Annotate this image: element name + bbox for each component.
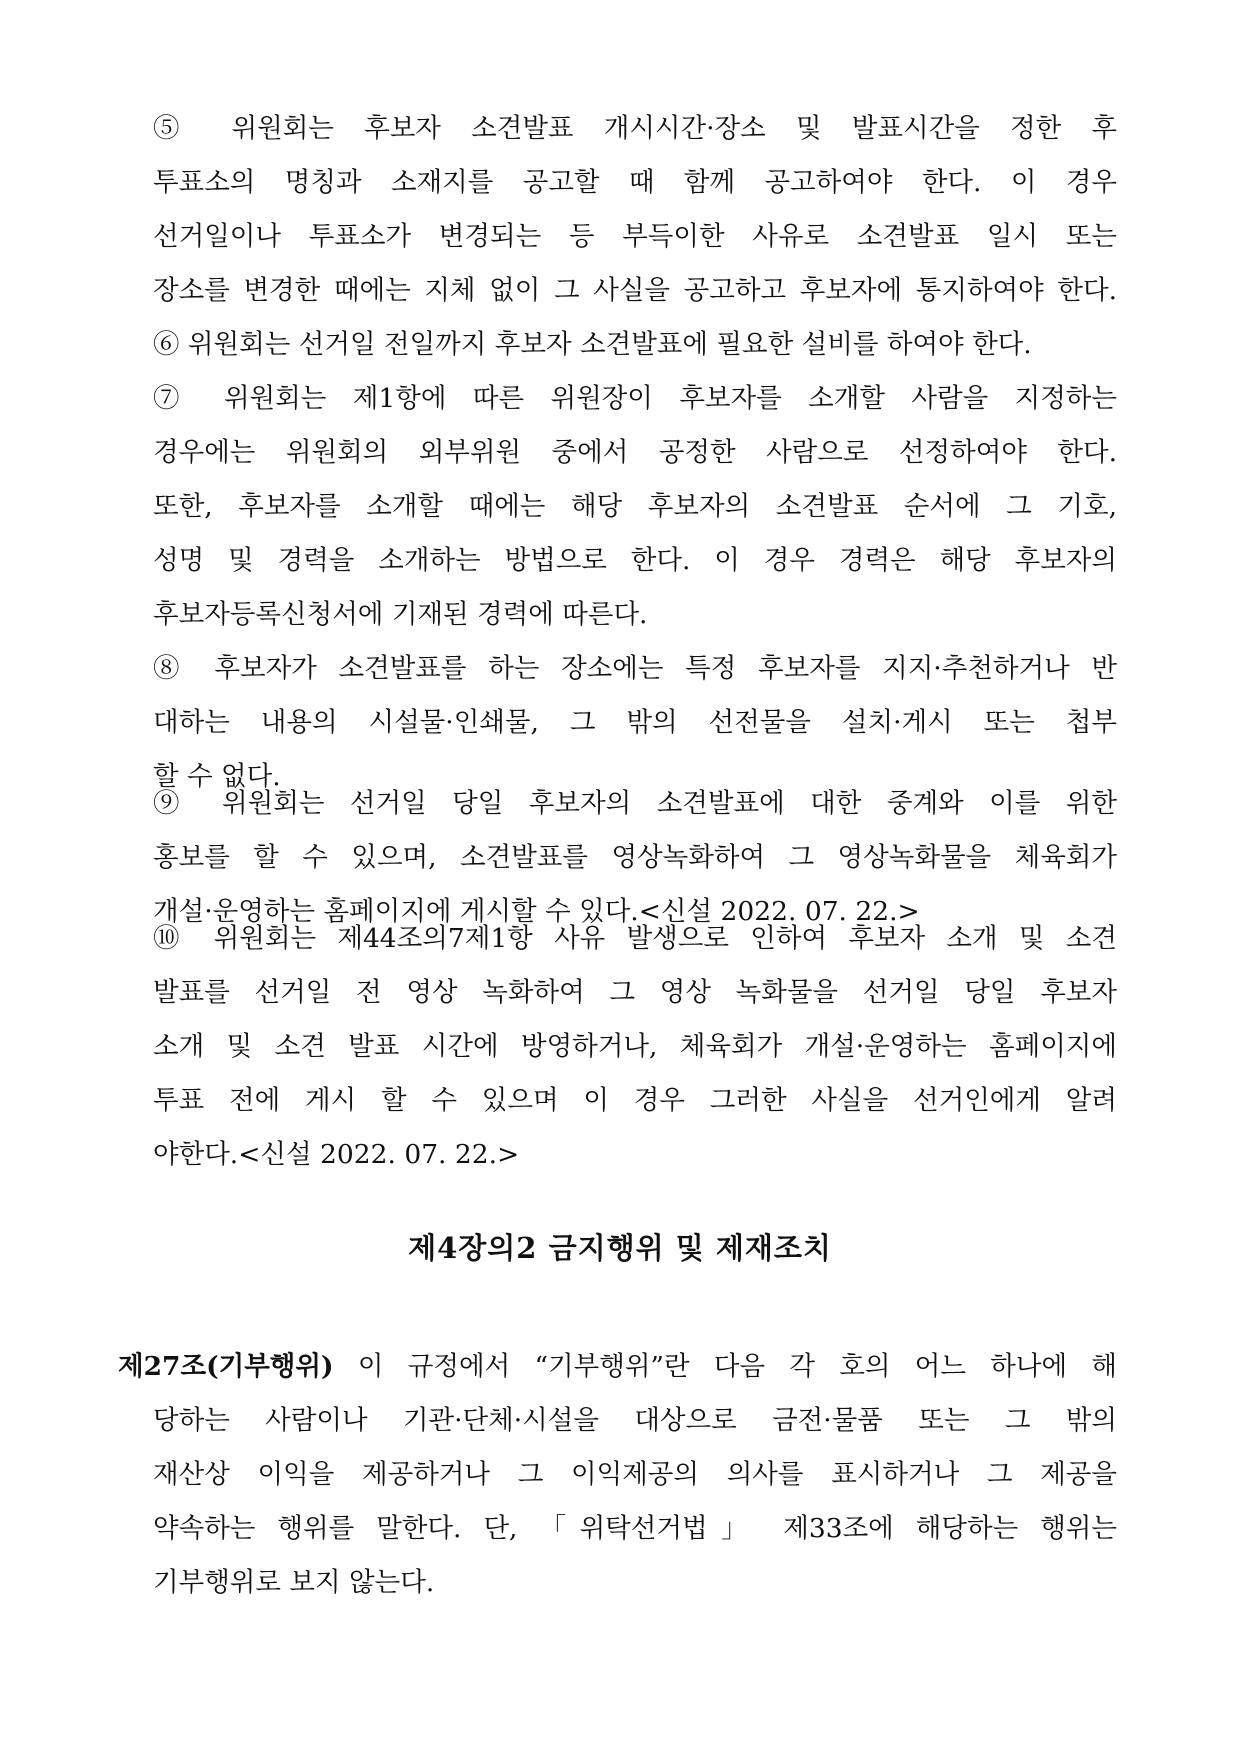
- paragraph-5: [153, 102, 1117, 318]
- text-line: 당하는 사람이나 기관·단체·시설을 대상으로 금전·물품 또는 그 밖의: [153, 1405, 1117, 1436]
- text-line: ⑤ 위원회는 후보자 소견발표 개시시간·장소 및 발표시간을 정한 후: [153, 113, 1117, 144]
- text-line: 홍보를 할 수 있으며, 소견발표를 영상녹화하여 그 영상녹화물을 체육회가: [153, 842, 1117, 873]
- text-line: 기부행위로 보지 않는다.: [153, 1567, 435, 1598]
- text-line: 장소를 변경한 때에는 지체 없이 그 사실을 공고하고 후보자에 통지하여야 한다.: [153, 275, 1117, 306]
- article-title: 제27조(기부행위): [118, 1351, 334, 1382]
- chapter-heading: 제4장의2 금지행위 및 제재조치: [408, 1231, 832, 1265]
- text-line: 재산상 이익을 제공하거나 그 이익제공의 의사를 표시하거나 그 제공을: [153, 1459, 1117, 1490]
- text-line: 후보자등록신청서에 기재된 경력에 따른다.: [153, 599, 648, 630]
- text-line: 선거일이나 투표소가 변경되는 등 부득이한 사유로 소견발표 일시 또는: [153, 221, 1117, 252]
- paragraph-10: [153, 912, 1117, 1182]
- text-line: ⑩ 위원회는 제44조의7제1항 사유 발생으로 인하여 후보자 소개 및 소견: [153, 923, 1117, 954]
- text-line: 야한다.<신설 2022. 07. 22.>: [153, 1139, 520, 1170]
- article-first-line-text: 이 규정에서 “기부행위”란 다음 각 호의 어느 하나에 해: [333, 1351, 1117, 1382]
- text-line: 개설·운영하는 홈페이지에 게시할 수 있다.<신설 2022. 07. 22.>: [153, 896, 920, 927]
- text-line: 투표소의 명칭과 소재지를 공고할 때 함께 공고하여야 한다. 이 경우: [153, 167, 1117, 198]
- text-line: 대하는 내용의 시설물·인쇄물, 그 밖의 선전물을 설치·게시 또는 첩부: [153, 707, 1117, 738]
- text-line: 할 수 없다.: [153, 761, 281, 792]
- text-line: ⑧ 후보자가 소견발표를 하는 장소에는 특정 후보자를 지지·추천하거나 반: [153, 653, 1117, 684]
- paragraph-7: [153, 372, 1117, 642]
- text-line: 소개 및 소견 발표 시간에 방영하거나, 체육회가 개설·운영하는 홈페이지에: [153, 1031, 1117, 1062]
- text-line: ⑨ 위원회는 선거일 당일 후보자의 소견발표에 대한 중계와 이를 위한: [153, 788, 1117, 819]
- text-line: 발표를 선거일 전 영상 녹화하여 그 영상 녹화물을 선거일 당일 후보자: [153, 977, 1117, 1008]
- article-first-line: [118, 1340, 1117, 1394]
- text-line: 약속하는 행위를 말한다. 단, 「위탁선거법」 제33조에 해당하는 행위는: [153, 1513, 1117, 1544]
- text-line: 또한, 후보자를 소개할 때에는 해당 후보자의 소견발표 순서에 그 기호,: [153, 491, 1117, 522]
- text-line: ⑥ 위원회는 선거일 전일까지 후보자 소견발표에 필요한 설비를 하여야 한다.: [153, 329, 1032, 360]
- paragraph-6: [153, 318, 1117, 372]
- text-line: 투표 전에 게시 할 수 있으며 이 경우 그러한 사실을 선거인에게 알려: [153, 1085, 1117, 1116]
- text-line: ⑦ 위원회는 제1항에 따른 위원장이 후보자를 소개할 사람을 지정하는: [153, 383, 1117, 414]
- text-line: 성명 및 경력을 소개하는 방법으로 한다. 이 경우 경력은 해당 후보자의: [153, 545, 1117, 576]
- text-line: 경우에는 위원회의 외부위원 중에서 공정한 사람으로 선정하여야 한다.: [153, 437, 1117, 468]
- article-27: [118, 1340, 1117, 1610]
